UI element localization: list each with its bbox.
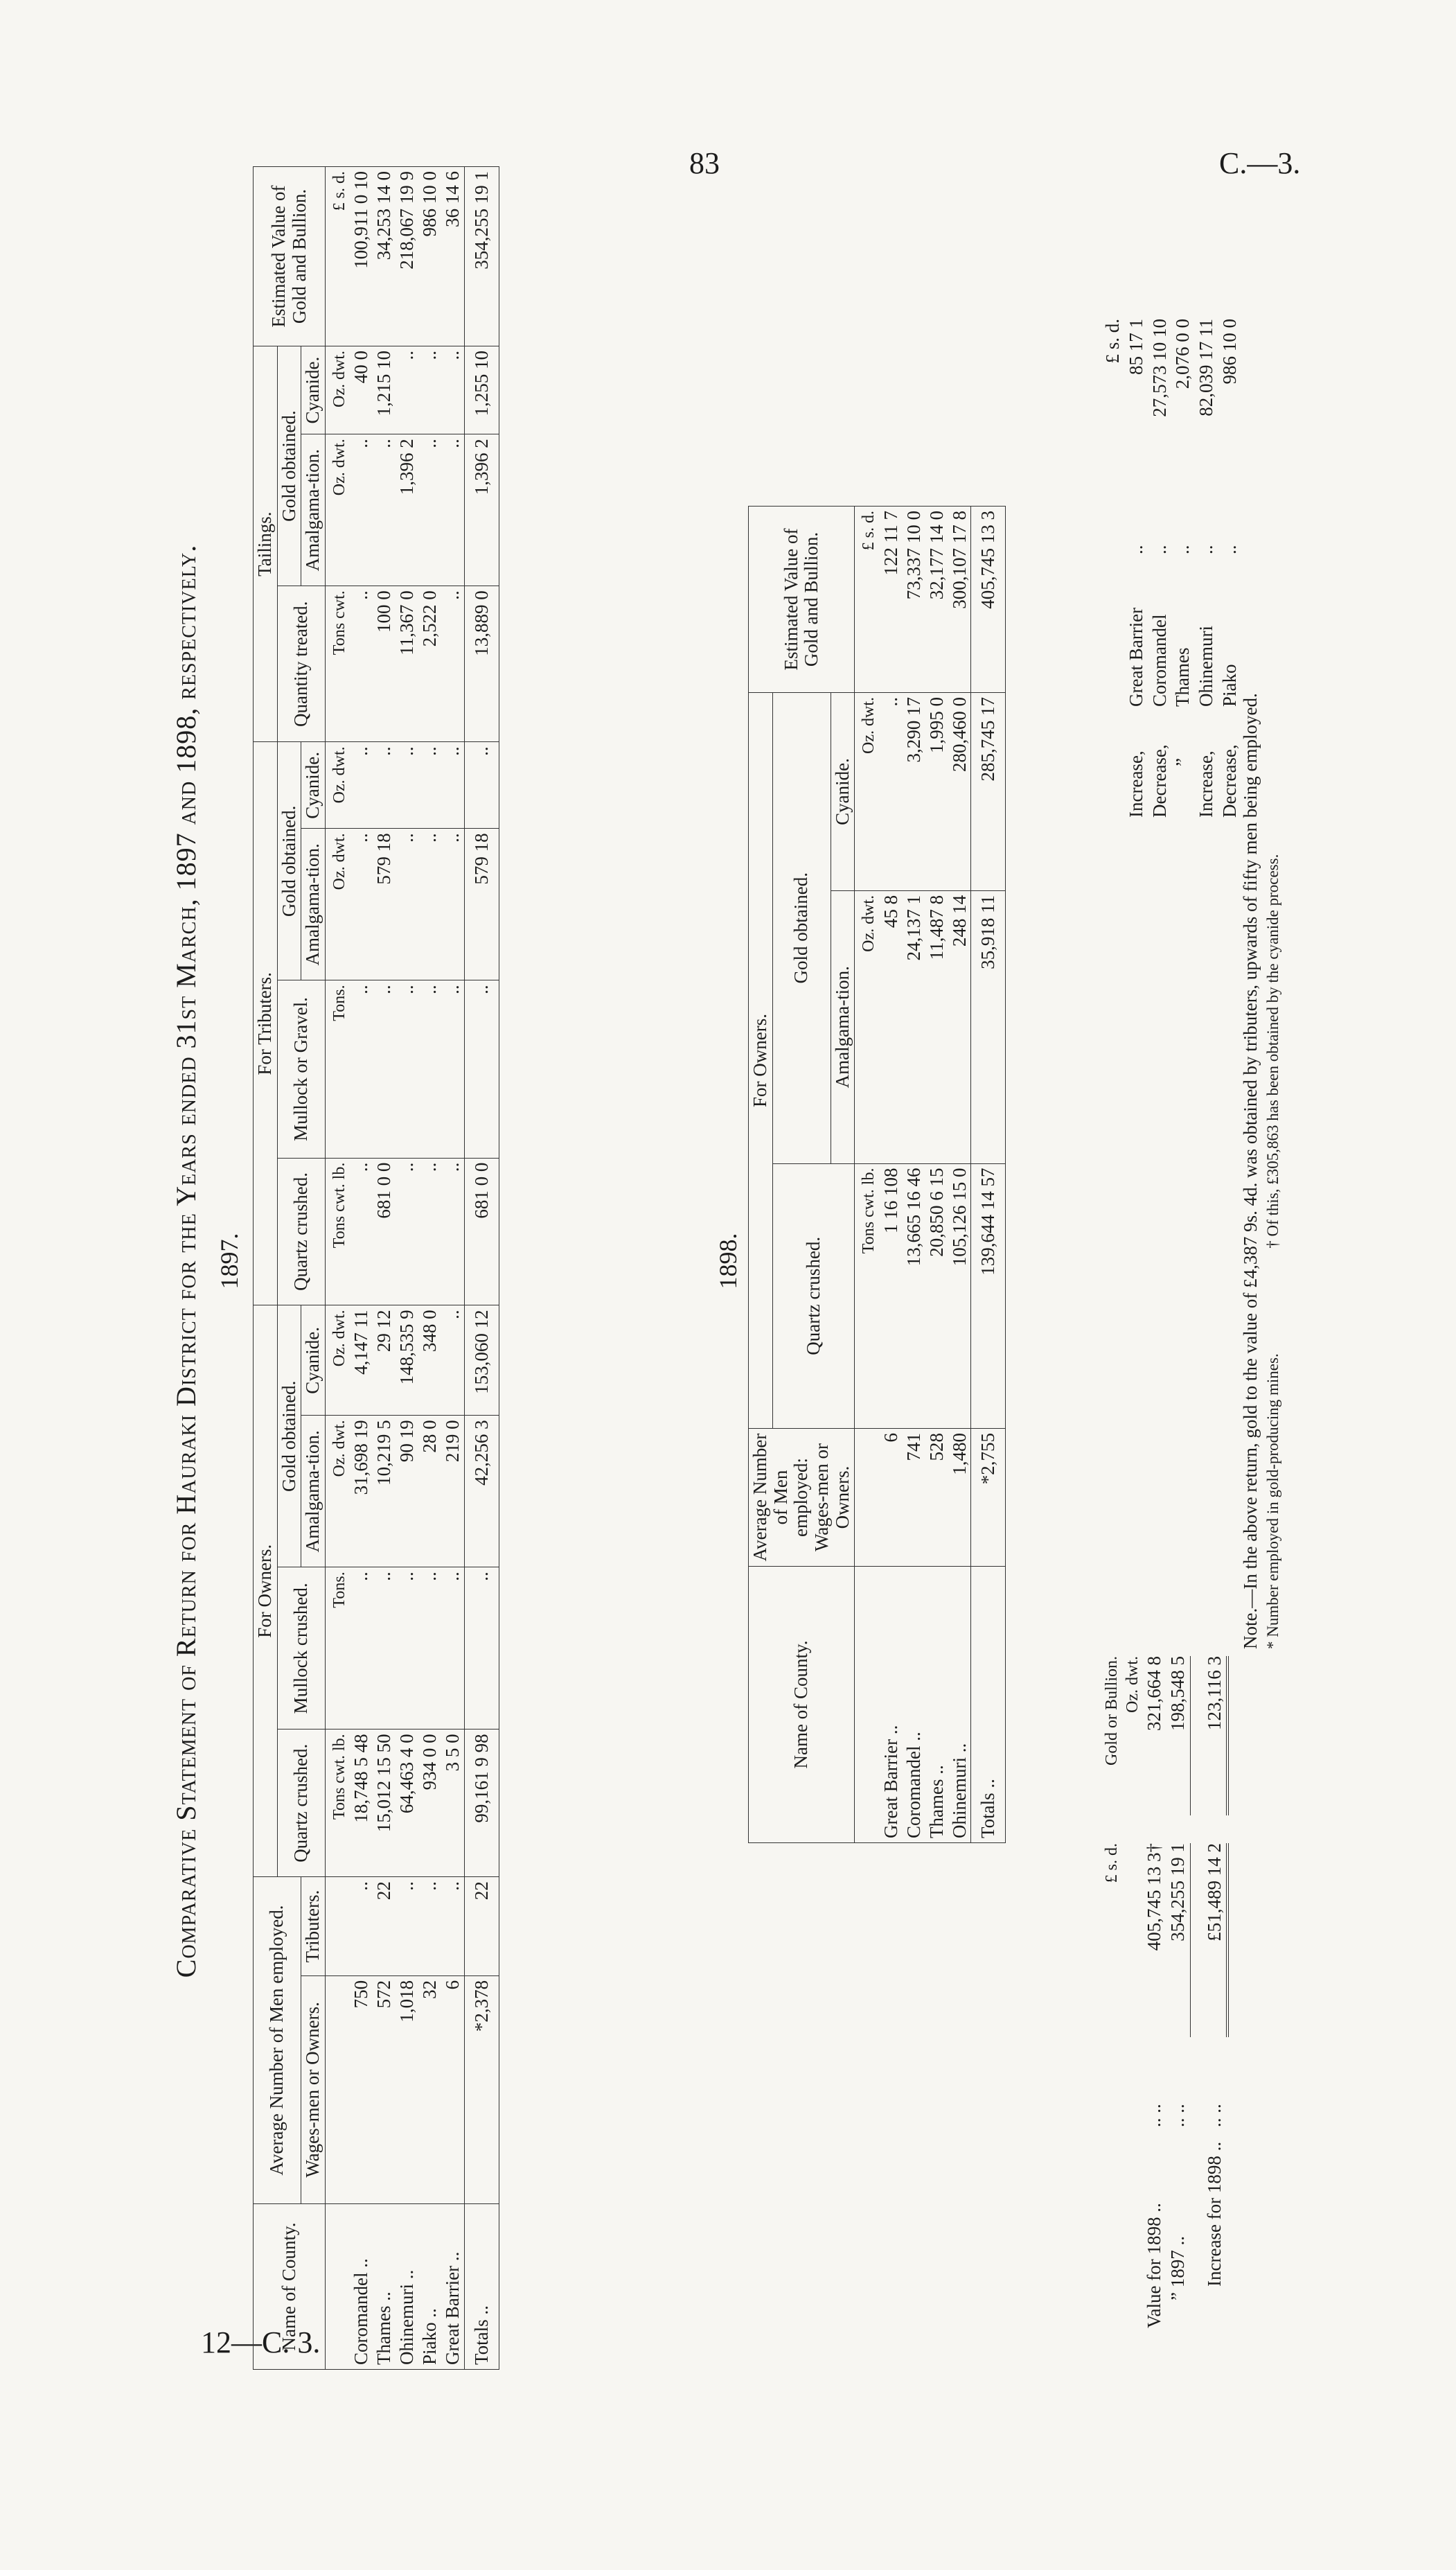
cell: 3 5 0	[441, 1730, 464, 1877]
comparison-summary	[1101, 1656, 1229, 2328]
cell: 99,161 9 98	[465, 1730, 499, 1877]
cell: 34,253 14 0	[373, 167, 396, 346]
header-county-1898: Name of County.	[749, 1567, 855, 1843]
change-dots: ..	[1196, 545, 1216, 554]
cell: *2,755	[971, 1429, 1006, 1567]
cell: Great Barrier ..	[880, 1567, 903, 1843]
note-main: Note.—In the above return, gold to the value of £4,387 9s. 4d. was obtained by tributers, upwards of fifty men being employed.	[1240, 693, 1261, 1649]
cell: 579 18	[373, 829, 396, 980]
rotated-page-content	[104, 152, 1309, 2370]
cell: Ohinemuri ..	[948, 1567, 971, 1843]
change-county: Ohinemuri	[1196, 626, 1216, 707]
cell: ..	[418, 1567, 441, 1730]
cell: ..	[396, 1567, 418, 1730]
summary-gold-header: Gold or Bullion.	[1103, 1656, 1121, 1766]
cell: ..	[373, 742, 396, 829]
unit-cell: Oz. dwt.	[326, 1416, 350, 1567]
change-kind: Increase,	[1196, 750, 1216, 818]
cell: ..	[465, 1567, 499, 1730]
table-row	[373, 167, 396, 2370]
cell: ..	[465, 980, 499, 1158]
note-star: * Number employed in gold-producing mines.	[1264, 1353, 1281, 1649]
header-county: Name of County.	[254, 2204, 326, 2370]
header-gold: Gold obtained.	[277, 1305, 301, 1567]
cell: ..	[373, 980, 396, 1158]
list-item	[1171, 319, 1195, 818]
unit-cell: Oz. dwt.	[326, 434, 350, 586]
cell: 105,126 15 0	[948, 1163, 971, 1428]
cell: ..	[373, 434, 396, 586]
cell: ..	[465, 742, 499, 829]
cell: ..	[441, 829, 464, 980]
cell: 31,698 19	[350, 1416, 373, 1567]
cell: 90 19	[396, 1416, 418, 1567]
unit-cell: Oz. dwt.	[326, 742, 350, 829]
cell: 29 12	[373, 1305, 396, 1416]
header-tail-amalg: Amalgama-tion.	[301, 434, 326, 586]
header-amalg: Amalgama-tion.	[301, 1416, 326, 1567]
table-1898-body	[855, 507, 1006, 1843]
cell: 40 0	[350, 346, 373, 434]
cell: 348 0	[418, 1305, 441, 1416]
unit-cell	[326, 1877, 350, 1976]
cell: ..	[441, 742, 464, 829]
header-gold-1898: Gold obtained.	[772, 693, 831, 1164]
cell: 300,107 17 8	[948, 507, 971, 693]
cell: 681 0 0	[465, 1158, 499, 1305]
cell: 1,396 2	[396, 434, 418, 586]
cell: 681 0 0	[373, 1158, 396, 1305]
cell: 28 0	[418, 1416, 441, 1567]
header-tributers-col: Tributers.	[301, 1877, 326, 1976]
cell: 15,012 15 50	[373, 1730, 396, 1877]
change-dots: ..	[1125, 545, 1146, 554]
cell: 6	[880, 1429, 903, 1567]
cell: ..	[350, 829, 373, 980]
unit-cell	[326, 1975, 350, 2203]
cell: 18,748 5 48	[350, 1730, 373, 1877]
cell: 11,367 0	[396, 586, 418, 742]
cell: Totals ..	[465, 2204, 499, 2370]
cell: *2,378	[465, 1975, 499, 2203]
cell: ..	[441, 434, 464, 586]
cell: ..	[441, 1567, 464, 1730]
cell: ..	[396, 1877, 418, 1976]
cell: ..	[418, 434, 441, 586]
list-item	[1166, 1656, 1191, 2328]
header-wages: Wages-men or Owners.	[301, 1975, 326, 2203]
header-value-1898: Estimated Value of Gold and Bullion.	[749, 507, 855, 693]
change-dots: ..	[1148, 545, 1170, 554]
cell: 280,460 0	[948, 693, 971, 891]
cell: ..	[350, 1567, 373, 1730]
unit-cell: Oz. dwt.	[855, 693, 880, 891]
year-1897-heading: 1897.	[215, 1233, 243, 1290]
table-row-units	[855, 507, 880, 1843]
list-item	[1218, 319, 1242, 818]
table-row	[441, 167, 464, 2370]
cell: 122 11 7	[880, 507, 903, 693]
table-row	[350, 167, 373, 2370]
note-dagger: † Of this, £305,863 has been obtained by the cyanide process.	[1264, 854, 1281, 1249]
cell: ..	[418, 1877, 441, 1976]
table-row-totals	[465, 167, 499, 2370]
cell: 528	[925, 1429, 948, 1567]
unit-cell: Tons.	[326, 1567, 350, 1730]
change-county: Great Barrier	[1125, 607, 1146, 707]
summary-unit-row	[1122, 1656, 1143, 2328]
list-item	[1125, 319, 1148, 818]
cell: 579 18	[465, 829, 499, 980]
table-row	[903, 507, 925, 1843]
cell: 13,665 16 46	[903, 1163, 925, 1428]
cell: 24,137 1	[903, 890, 925, 1163]
unit-cell: £ s. d.	[855, 507, 880, 693]
cell: 1,396 2	[465, 434, 499, 586]
cell: ..	[441, 586, 464, 742]
summary-label: Increase for 1898 ..	[1203, 2141, 1225, 2287]
header-trib-mullock-gravel: Mullock or Gravel.	[277, 980, 325, 1158]
header-trib-cyanide: Cyanide.	[301, 742, 326, 829]
cell: 285,745 17	[971, 693, 1006, 891]
cell: ..	[418, 1158, 441, 1305]
summary-money: £51,489 14 2	[1203, 1843, 1229, 2037]
cell: 20,850 6 15	[925, 1163, 948, 1428]
change-kind: ”	[1172, 758, 1193, 766]
cell: 572	[373, 1975, 396, 2203]
cell: ..	[441, 1158, 464, 1305]
header-value: Estimated Value of Gold and Bullion.	[254, 167, 326, 346]
unit-cell: Tons cwt. lb.	[326, 1158, 350, 1305]
cell: ..	[418, 980, 441, 1158]
cell: 32,177 14 0	[925, 507, 948, 693]
cell: 2,522 0	[418, 586, 441, 742]
cell: Coromandel ..	[903, 1567, 925, 1843]
cell: 934 0 0	[418, 1730, 441, 1877]
cell: 22	[373, 1877, 396, 1976]
summary-gold: 198,548 5	[1166, 1656, 1191, 1815]
cell: 4,147 11	[350, 1305, 373, 1416]
cell: 73,337 10 0	[903, 507, 925, 693]
cell: 11,487 8	[925, 890, 948, 1163]
changes-unit-row	[1101, 319, 1125, 818]
cell: 22	[465, 1877, 499, 1976]
summary-unit-money: £ s. d.	[1103, 1843, 1121, 1883]
table-row	[418, 167, 441, 2370]
cell: 219 0	[441, 1416, 464, 1567]
unit-cell: £ s. d.	[326, 167, 350, 346]
header-trib-quartz: Quartz crushed.	[277, 1158, 325, 1305]
change-amount: 85 17 1	[1125, 319, 1146, 375]
footer-code: 12—C. 3.	[201, 2325, 321, 2359]
summary-gold: 321,664 8	[1144, 1656, 1164, 1731]
cell: 139,644 14 57	[971, 1163, 1006, 1428]
footnote-line	[1264, 693, 1282, 1649]
cell: 148,535 9	[396, 1305, 418, 1416]
cell: ..	[350, 980, 373, 1158]
cell: ..	[396, 829, 418, 980]
cell: 986 10 0	[418, 167, 441, 346]
cell: ..	[396, 346, 418, 434]
page-code: C.—3.	[1219, 146, 1301, 180]
cell: Thames ..	[925, 1567, 948, 1843]
summary-gold: 123,116 3	[1203, 1656, 1229, 1815]
cell: ..	[396, 742, 418, 829]
summary-label: ” 1897 ..	[1166, 2236, 1188, 2300]
unit-cell: Oz. dwt.	[326, 346, 350, 434]
header-quartz-1898: Quartz crushed.	[772, 1163, 855, 1428]
list-item	[1195, 319, 1218, 818]
table-1898	[748, 506, 1006, 1843]
cell: 32	[418, 1975, 441, 2203]
cell: Great Barrier ..	[441, 2204, 464, 2370]
cell: 248 14	[948, 890, 971, 1163]
cell: ..	[373, 1567, 396, 1730]
cell: ..	[441, 1305, 464, 1416]
summary-dots: .. ..	[1203, 2104, 1225, 2127]
cell: ..	[396, 980, 418, 1158]
header-for-tributers: For Tributers.	[254, 742, 278, 1305]
cell: ..	[441, 346, 464, 434]
cell: Thames ..	[373, 2204, 396, 2370]
cell: ..	[350, 1158, 373, 1305]
cell: ..	[441, 1877, 464, 1976]
cell: 42,256 3	[465, 1416, 499, 1567]
county-changes	[1101, 319, 1242, 818]
table-row-totals	[971, 507, 1006, 1843]
unit-cell	[326, 2204, 350, 2370]
unit-cell: Oz. dwt.	[855, 890, 880, 1163]
cell: ..	[396, 1158, 418, 1305]
cell: 1 16 108	[880, 1163, 903, 1428]
cell: ..	[350, 742, 373, 829]
summary-money: 405,745 13 3†	[1144, 1843, 1164, 1951]
summary-unit-gold: Oz. dwt.	[1124, 1656, 1142, 1713]
cell: ..	[418, 829, 441, 980]
header-quantity: Quantity treated.	[277, 586, 325, 742]
table-row	[925, 507, 948, 1843]
change-kind: Increase,	[1125, 750, 1146, 818]
cell: 45 8	[880, 890, 903, 1163]
table-row	[880, 507, 903, 1843]
header-amalg-1898: Amalgama-tion.	[831, 890, 855, 1163]
list-item	[1203, 1656, 1229, 2328]
year-1898-heading: 1898.	[714, 1233, 742, 1290]
cell: 1,995 0	[925, 693, 948, 891]
page-number: 83	[689, 146, 720, 180]
unit-cell	[855, 1567, 880, 1843]
unit-cell: Tons cwt. lb.	[326, 1730, 350, 1877]
table-1897	[253, 166, 499, 2370]
cell: 36 14 6	[441, 167, 464, 346]
cell: 405,745 13 3	[971, 507, 1006, 693]
cell: Ohinemuri ..	[396, 2204, 418, 2370]
unit-cell: Tons cwt.	[326, 586, 350, 742]
change-county: Thames	[1172, 647, 1193, 707]
cell: 3,290 17	[903, 693, 925, 891]
change-dots: ..	[1218, 545, 1240, 554]
cell: Totals ..	[971, 1567, 1006, 1843]
change-dots: ..	[1172, 545, 1193, 554]
cell: ..	[350, 434, 373, 586]
change-county: Coromandel	[1148, 614, 1170, 707]
unit-cell: Tons cwt. lb.	[855, 1163, 880, 1428]
unit-cell: Oz. dwt.	[326, 1305, 350, 1416]
cell: 1,215 10	[373, 346, 396, 434]
change-kind: Decrease,	[1218, 744, 1240, 818]
cell: 750	[350, 1975, 373, 2203]
header-tail-cyanide: Cyanide.	[301, 346, 326, 434]
cell: ..	[418, 346, 441, 434]
list-item	[1148, 319, 1172, 818]
header-for-owners: For Owners.	[254, 1305, 278, 1877]
change-amount: 2,076 0 0	[1172, 319, 1193, 389]
cell: 1,018	[396, 1975, 418, 2203]
change-county: Piako	[1218, 664, 1240, 707]
change-amount: 82,039 17 11	[1196, 319, 1216, 416]
unit-cell: Oz. dwt.	[326, 829, 350, 980]
cell: 1,480	[948, 1429, 971, 1567]
header-trib-gold: Gold obtained.	[277, 742, 301, 980]
unit-cell: Tons.	[326, 980, 350, 1158]
table-1897-body	[326, 167, 499, 2370]
change-kind: Decrease,	[1148, 744, 1170, 818]
header-trib-amalg: Amalgama-tion.	[301, 829, 326, 980]
summary-header-row	[1101, 1656, 1122, 2328]
cell: 153,060 12	[465, 1305, 499, 1416]
cell: 10,219 5	[373, 1416, 396, 1567]
cell: ..	[350, 586, 373, 742]
cell: Coromandel ..	[350, 2204, 373, 2370]
cell: 354,255 19 1	[465, 167, 499, 346]
header-avg-1898: Average Number of Men employed: Wages-men or Owners.	[749, 1429, 855, 1567]
cell: 741	[903, 1429, 925, 1567]
cell: 218,067 19 9	[396, 167, 418, 346]
change-amount: 27,573 10 10	[1148, 319, 1170, 417]
changes-unit: £ s. d.	[1102, 319, 1123, 364]
cell: Piako ..	[418, 2204, 441, 2370]
cell: 35,918 11	[971, 890, 1006, 1163]
cell: ..	[350, 1877, 373, 1976]
table-row	[948, 507, 971, 1843]
cell: 64,463 4 0	[396, 1730, 418, 1877]
cell: ..	[441, 980, 464, 1158]
header-tailings: Tailings.	[254, 346, 278, 742]
summary-label: Value for 1898 ..	[1144, 2203, 1164, 2328]
statement-title: Comparative Statement of Return for Hauraki District for the Years ended 31st March, 1897 and 1898, respectively.	[170, 544, 202, 1978]
header-tail-gold: Gold obtained.	[277, 346, 301, 586]
footnotes	[1240, 693, 1282, 1649]
cell: 1,255 10	[465, 346, 499, 434]
header-avg-men: Average Number of Men employed.	[254, 1877, 301, 2204]
summary-money: 354,255 19 1	[1166, 1843, 1191, 2037]
cell: 13,889 0	[465, 586, 499, 742]
change-amount: 986 10 0	[1218, 319, 1240, 385]
unit-cell	[855, 1429, 880, 1567]
table-row-units	[326, 167, 350, 2370]
header-cyanide-1898: Cyanide.	[831, 693, 855, 891]
header-for-owners-1898: For Owners.	[749, 693, 773, 1429]
summary-dots: .. ..	[1166, 2104, 1188, 2127]
header-cyanide: Cyanide.	[301, 1305, 326, 1416]
cell: 100 0	[373, 586, 396, 742]
summary-dots: .. ..	[1144, 2104, 1164, 2127]
cell: ..	[418, 742, 441, 829]
table-row	[396, 167, 418, 2370]
cell: ..	[880, 693, 903, 891]
cell: 6	[441, 1975, 464, 2203]
cell: 100,911 0 10	[350, 167, 373, 346]
list-item	[1143, 1656, 1166, 2328]
header-mullock: Mullock crushed.	[277, 1567, 325, 1730]
header-quartz: Quartz crushed.	[277, 1730, 325, 1877]
